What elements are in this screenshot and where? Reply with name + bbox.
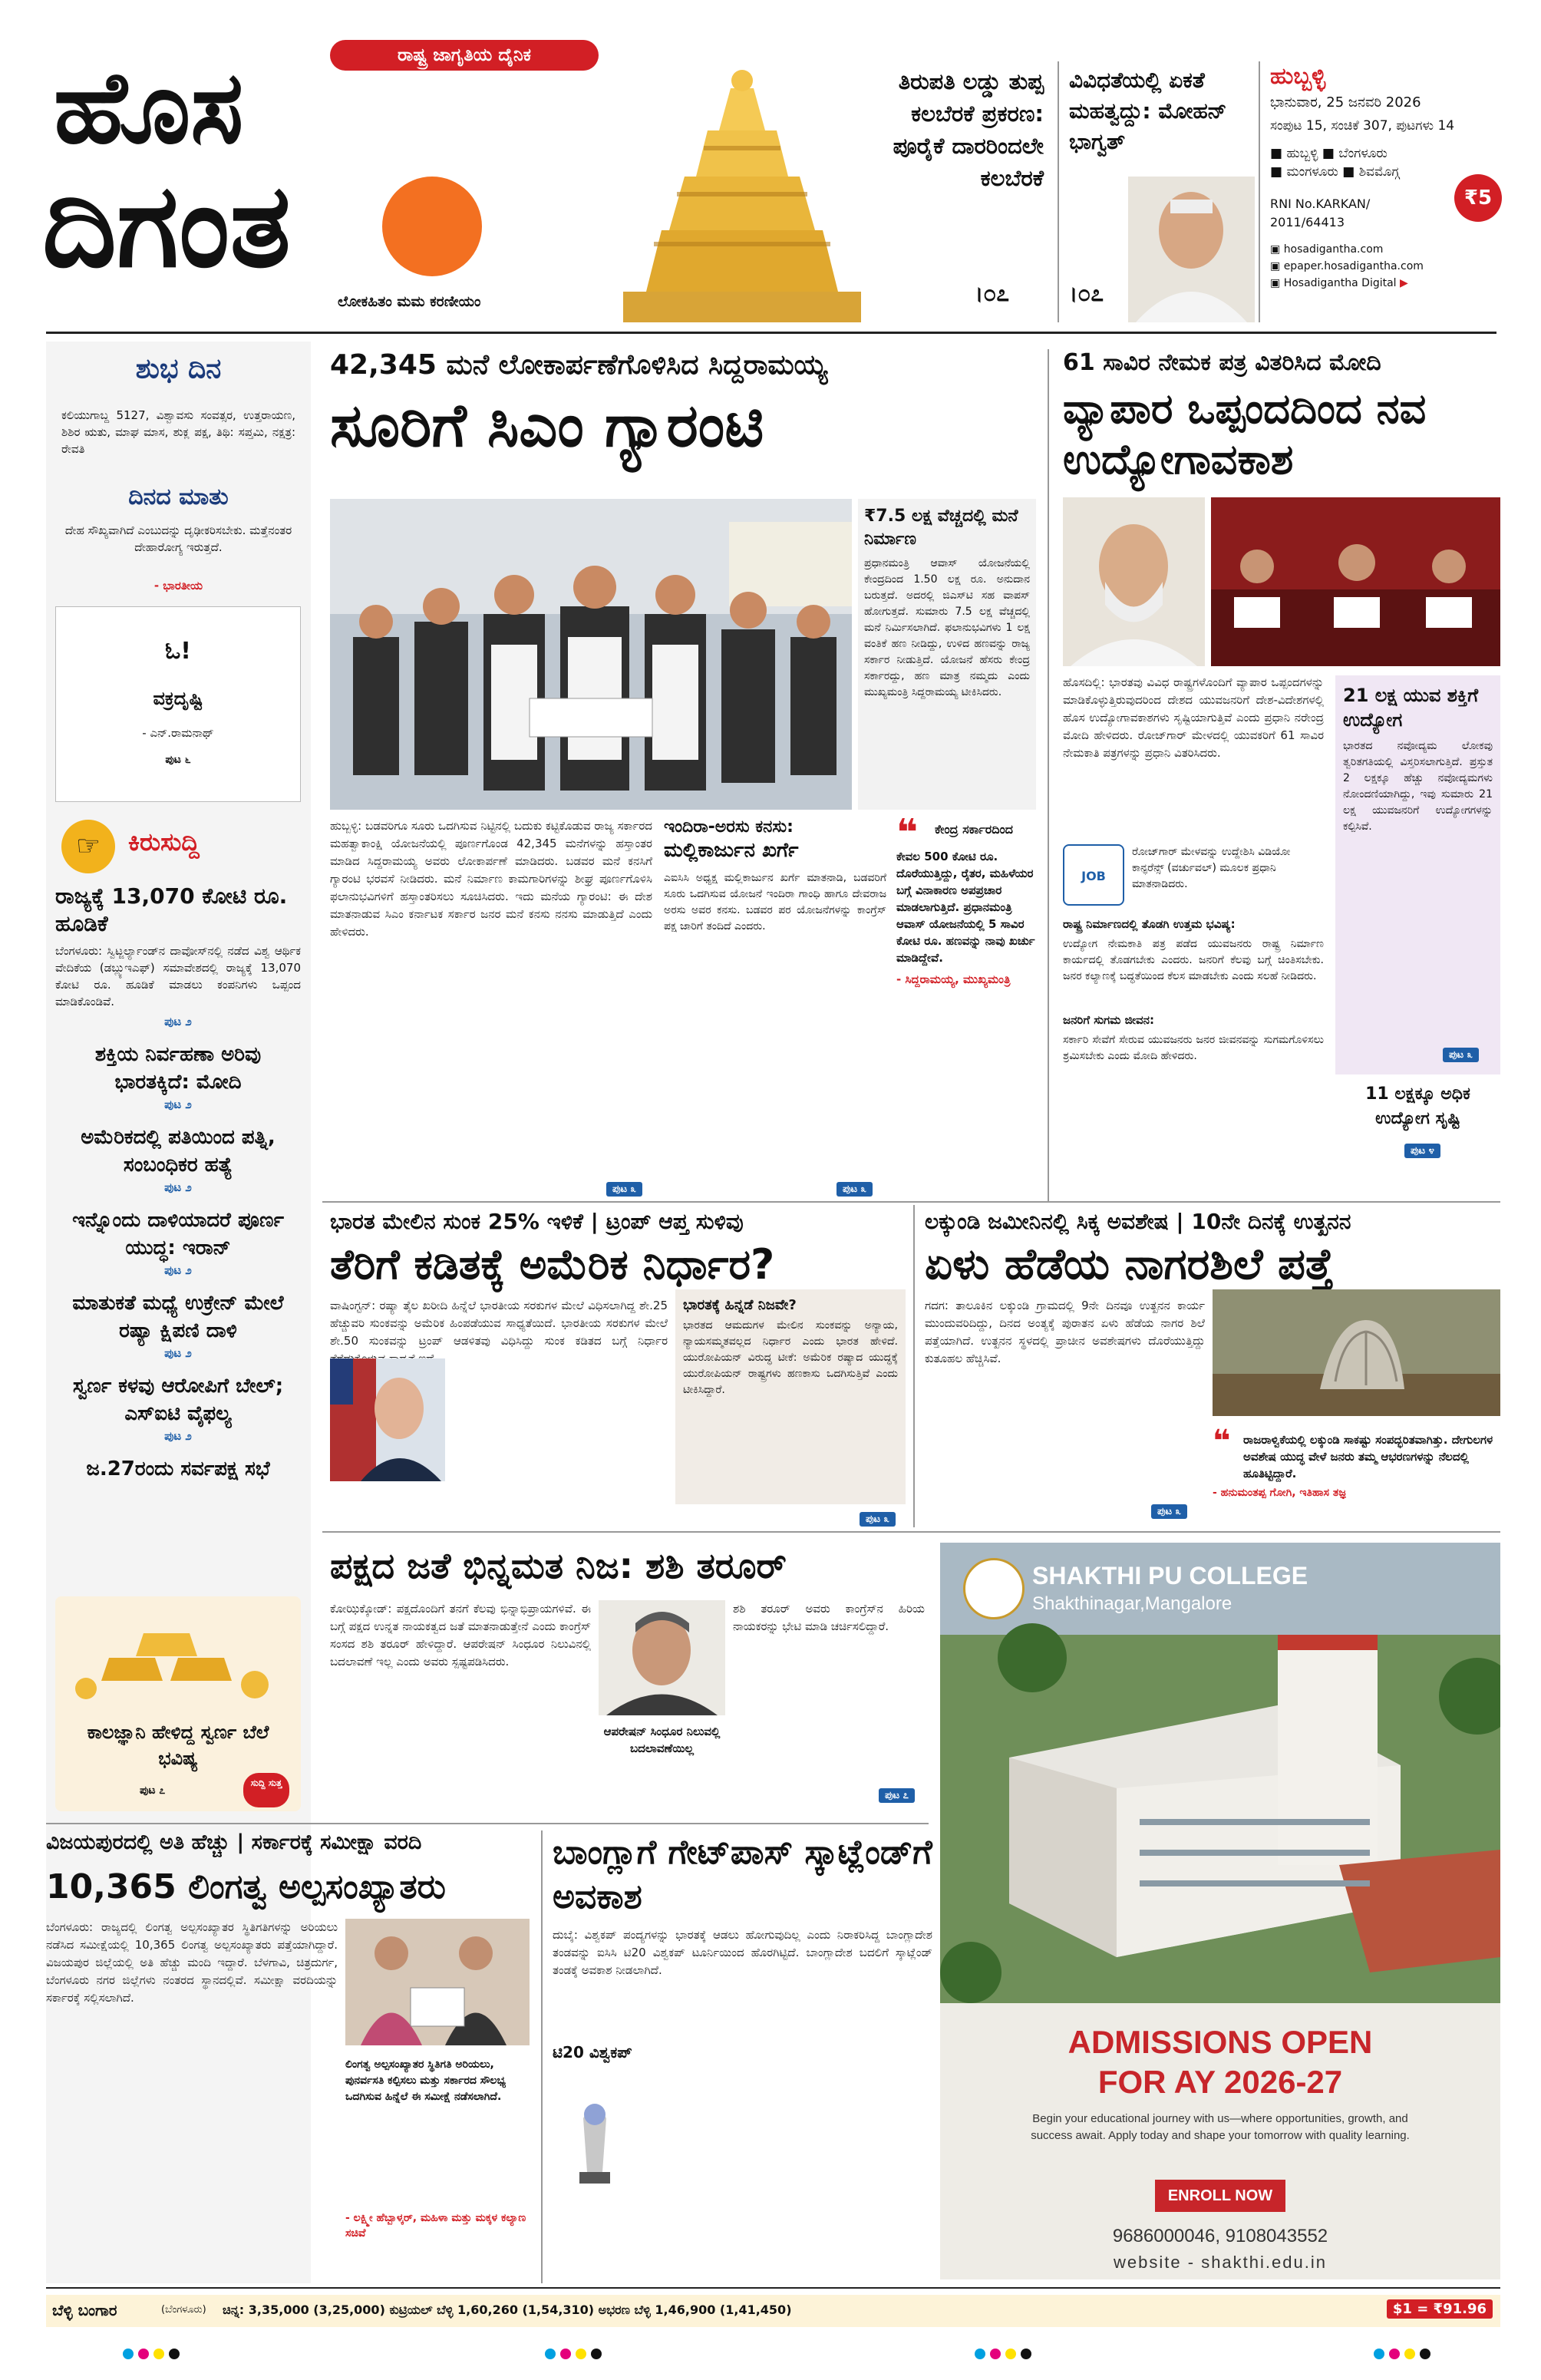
lakkundi-page-link[interactable]: ಪುಟ ೩ xyxy=(1151,1504,1187,1519)
lead-body: ಹುಬ್ಬಳ್ಳಿ: ಬಡವರಿಗೂ ಸೂರು ಒದಗಿಸುವ ನಿಟ್ಟಿನಲ್ಲಿ ಬದುಕು ಕಟ್ಟಿಕೊಡುವ ರಾಜ್ಯ ಸರ್ಕಾರದ ಮಹತ್ವಾಕಾಂಕ್ಷಿ ಯೋಜನೆಯಲ್ಲಿ ಪೂರ್ಣಗೊಂಡ 42,345 ಮನೆಗಳನ್ನು ಹಸ್ತಾಂತರ ಮಾಡಿದ ಸಿದ್ದರಾಮಯ್ಯ ಅವರು ಲೋಕಾರ್ಪಣೆ ಮಾಡಿದರು. ಬಡವರ ಮನೆ ಕನಸಿಗೆ ಗ್ಯಾರಂಟಿ ಭರವಸೆ ನೀಡಿದರು. ಮನೆ ನಿರ್ಮಾಣ ಕಾಮಗಾರಿಗಳನ್ನು ಶೀಘ್ರ ಪೂರ್ಣಗೊಳಿಸಿ ಫಲಾನುಭವಿಗಳಿಗೆ ಹಸ್ತಾಂತರಿಸಲು ಸೂಚಿಸಿದರು. ಇದು ಮನೆಯ ಗ್ಯಾರಂಟಿ: ಈ ದೇಶ ಮಾತನಾಡುವ ಸಿಎಂ ಕರ್ನಾಟಕ ಸರ್ಕಾರ ಜನರ ಮನೆ ಕನಸು ನನಸು ಮಾಡುತ್ತಿದೆ ಎಂದು ಹೇಳಿದರು. xyxy=(330,819,652,939)
masthead-info xyxy=(1270,63,1516,292)
youth-jobs-page-link[interactable]: ಪುಟ ೩ xyxy=(1443,1048,1479,1062)
trophy-icon xyxy=(560,2088,629,2187)
lakkundi-quote-text: ರಾಜರಾಳ್ವಿಕೆಯಲ್ಲಿ ಲಕ್ಕುಂಡಿ ಸಾಕಷ್ಟು ಸಂಪದ್ಭರಿತವಾಗಿತ್ತು. ದೇಗುಲಗಳ ಅವಶೇಷ ಯುದ್ಧ ವೇಳೆ ಜನರು ತಮ್ಮ ಆಭರಣಗಳನ್ನು ನೆಲದಲ್ಲಿ ಹೂತಿಟ್ಟಿದ್ದಾರೆ. xyxy=(1243,1433,1493,1480)
brief-gold-theft-page[interactable]: ಪುಟ ೨ xyxy=(164,1429,192,1443)
youth-jobs-text: ಭಾರತದ ನವೋದ್ಯಮ ಲೋಕವು ತ್ವರಿತಗತಿಯಲ್ಲಿ ವಿಸ್ತರಿಸಲಾಗುತ್ತಿದೆ. ಪ್ರಸ್ತುತ 2 ಲಕ್ಷಕ್ಕೂ ಹೆಚ್ಚು ನವೋದ್ಯಮಗಳು ನೋಂದಣಿಯಾಗಿದ್ದು, ಇವು ಸುಮಾರು 21 ಲಕ್ಷ ಯುವಜನರಿಗೆ ಉದ್ಯೋಗಗಳನ್ನು ಕಲ್ಪಿಸಿವೆ. xyxy=(1343,740,1493,833)
india-setback-title: ಭಾರತಕ್ಕೆ ಹಿನ್ನಡೆ ನಿಜವೇ? xyxy=(683,1297,797,1313)
brief-iran-title: ಇನ್ನೊಂದು ದಾಳಿಯಾದರೆ ಪೂರ್ಣ ಯುದ್ಧ: ಇರಾನ್ xyxy=(72,1209,284,1259)
college-name: SHAKTHI PU COLLEGE xyxy=(1032,1562,1308,1589)
gold-prediction-box[interactable] xyxy=(55,1596,301,1811)
brief-investment-title: ರಾಜ್ಯಕ್ಕೆ 13,070 ಕೋಟಿ ರೂ. ಹೂಡಿಕೆ xyxy=(55,883,288,936)
teaser-tirupati-text: ತಿರುಪತಿ ಲಡ್ಡು ತುಪ್ಪ ಕಲಬೆರಕೆ ಪ್ರಕರಣ: ಪೂರೈಕೆ ದಾರರಿಂದಲೇ ಕಲಬೆರಕೆ xyxy=(893,68,1044,191)
bangla-headline: ಬಾಂಗ್ಲಾಗೆ ಗೇಟ್‌ಪಾಸ್ ಸ್ಕಾಟ್ಲೆಂಡ್‌ಗೆ ಅವಕಾಶ xyxy=(553,1833,932,1916)
registration-dot xyxy=(1021,2349,1031,2359)
brief-investment[interactable] xyxy=(55,883,301,1030)
brief-energy-title: ಶಕ್ತಿಯ ನಿರ್ವಹಣಾ ಅರಿವು ಭಾರತಕ್ಕಿದೆ: ಮೋದಿ xyxy=(94,1043,262,1094)
tharoor-headline: ಪಕ್ಷದ ಜತೆ ಭಿನ್ನಮತ ನಿಜ: ಶಶಿ ತರೂರ್ xyxy=(330,1545,787,1586)
registration-dot xyxy=(1389,2349,1400,2359)
registration-dot xyxy=(975,2349,985,2359)
brief-iran[interactable] xyxy=(55,1207,301,1279)
college-phone: 9686000046, 9108043552 xyxy=(1112,2226,1328,2246)
edition-mangaluru[interactable]: ■ ಮಂಗಳೂರು xyxy=(1270,164,1338,180)
teaser-bhagwat-page: ।೦೭ xyxy=(1069,280,1104,307)
col-divider-1 xyxy=(1048,349,1049,1201)
brief-america-page[interactable]: ಪುಟ ೨ xyxy=(164,1180,192,1194)
bhagwat-photo xyxy=(1128,177,1255,322)
survey-caption-author: - ಲಕ್ಷ್ಮೀ ಹೆಬ್ಬಾಳ್ಕರ್, ಮಹಿಳಾ ಮತ್ತು ಮಕ್ಕಳ ಕಲ್ಯಾಣ ಸಚಿವೆ xyxy=(345,2212,526,2240)
registration-dot xyxy=(138,2349,149,2359)
brief-ukraine[interactable] xyxy=(55,1289,301,1362)
modi-sub2-title: ಜನರಿಗೆ ಸುಗಮ ಜೀವನ: xyxy=(1063,1013,1154,1027)
lead-side-box xyxy=(858,499,1036,810)
tharoor-caption: ಆಪರೇಷನ್ ಸಿಂಧೂರ ನಿಲುವಲ್ಲಿ ಬದಲಾವಣೆಯಿಲ್ಲ xyxy=(603,1725,721,1755)
masthead-title-line2: ದಿಗಂತ xyxy=(42,160,292,293)
gold-rate-label: ಬೆಳ್ಳಿ ಬಂಗಾರ xyxy=(52,2301,117,2319)
kiru-suddi-header xyxy=(55,814,301,875)
kharge-page-link[interactable]: ಪುಟ ೩ xyxy=(836,1182,873,1197)
college-location: Shakthinagar,Mangalore xyxy=(1032,1593,1232,1614)
brief-investment-text: ಬೆಂಗಳೂರು: ಸ್ವಿಟ್ಜರ್ಲ್ಯಾಂಡ್‌ನ ದಾವೋಸ್‌ನಲ್ಲಿ ನಡೆದ ವಿಶ್ವ ಆರ್ಥಿಕ ವೇದಿಕೆಯ (ಡಬ್ಲ್ಯುಇಎಫ್) ಸಮಾವೇಶದಲ್ಲಿ ರಾಜ್ಯಕ್ಕೆ 13,070 ಕೋಟಿ ರೂ. ಹೂಡಿಕೆ ಮಾಡಲು ಕಂಪನಿಗಳು ಒಪ್ಪಂದ ಮಾಡಿಕೊಂಡಿವೆ. xyxy=(55,944,301,1008)
modi-sub-text: ಉದ್ಯೋಗ ನೇಮಕಾತಿ ಪತ್ರ ಪಡೆದ ಯುವಜನರು ರಾಷ್ಟ್ರ ನಿರ್ಮಾಣ ಕಾರ್ಯದಲ್ಲಿ ತೊಡಗಬೇಕು ಎಂದರು. ಜನರಿಗೆ ಕೆಲವು ಬಗ್ಗೆ ಚಿಂತಿಸಬೇಕು. ಜನರ ಕಲ್ಯಾಣಕ್ಕೆ ಬದ್ಧತೆಯಿಂದ ಕೆಲಸ ಮಾಡಬೇಕು ಎಂದು ಸಲಹೆ ನೀಡಿದರು. xyxy=(1063,938,1324,982)
shubha-dina-text: ಕಲಿಯುಗಾಬ್ದ 5127, ವಿಶ್ವಾವಸು ಸಂವತ್ಸರ, ಉತ್ತರಾಯಣ, ಶಿಶಿರ ಋತು, ಮಾಘ ಮಾಸ, ಶುಕ್ಲ ಪಕ್ಷ, ತಿಥಿ: ಸಪ್ತಮಿ, ನಕ್ಷತ್ರ: ರೇವತಿ xyxy=(61,408,295,456)
cm-quote-label: ಕೇಂದ್ರ ಸರ್ಕಾರದಿಂದ xyxy=(935,822,1014,837)
brief-america-title: ಅಮೆರಿಕದಲ್ಲಿ ಪತಿಯಿಂದ ಪತ್ನಿ, ಸಂಬಂಧಿಕರ ಹತ್ಯೆ xyxy=(81,1126,276,1177)
col-divider-3 xyxy=(541,1830,543,2283)
registration-dot xyxy=(560,2349,571,2359)
registration-dot xyxy=(545,2349,556,2359)
brief-all-party[interactable] xyxy=(55,1455,301,1483)
dinada-maatu-author: - ಭಾರತೀಯ xyxy=(153,579,203,593)
kharge-kicker: ಇಂದಿರಾ-ಅರಸು ಕನಸು: xyxy=(664,817,794,837)
masthead-date: ಭಾನುವಾರ, 25 ಜನವರಿ 2026 xyxy=(1270,94,1421,111)
cartoon-author: - ಎನ್.ರಾಮನಾಥ್ xyxy=(142,726,214,740)
registration-dot xyxy=(1420,2349,1430,2359)
masthead-bottom-rule xyxy=(46,332,1496,334)
survey-body: ಬೆಂಗಳೂರು: ರಾಜ್ಯದಲ್ಲಿ ಲಿಂಗತ್ವ ಅಲ್ಪಸಂಖ್ಯಾತರ ಸ್ಥಿತಿಗತಿಗಳನ್ನು ಅರಿಯಲು ನಡೆಸಿದ ಸಮೀಕ್ಷೆಯಲ್ಲಿ 10,365 ಲಿಂಗತ್ವ ಅಲ್ಪಸಂಖ್ಯಾತರು ಪತ್ತೆಯಾಗಿದ್ದಾರೆ. ವಿಜಯಪುರ ಜಿಲ್ಲೆಯಲ್ಲಿ ಅತಿ ಹೆಚ್ಚು ಮಂದಿ ಇದ್ದಾರೆ. ಬೆಳಗಾವಿ, ಚಿತ್ರದುರ್ಗ, ಬೆಂಗಳೂರು ನಗರ ಜಿಲ್ಲೆಗಳು ನಂತರದ ಸ್ಥಾನದಲ್ಲಿವೆ. ಸಮೀಕ್ಷಾ ವರದಿಯನ್ನು ಸರ್ಕಾರಕ್ಕೆ ಸಲ್ಲಿಸಲಾಗಿದೆ. xyxy=(46,1920,338,2005)
registration-dot xyxy=(1005,2349,1016,2359)
lead-ceremony-photo xyxy=(330,499,852,810)
tharoor-body: ಕೋಝಿಕ್ಕೋಡ್: ಪಕ್ಷದೊಂದಿಗೆ ತನಗೆ ಕೆಲವು ಭಿನ್ನಾಭಿಪ್ರಾಯಗಳಿವೆ. ಈ ಬಗ್ಗೆ ಪಕ್ಷದ ಉನ್ನತ ನಾಯಕತ್ವದ ಜತೆ ಮಾತನಾಡುತ್ತೇನೆ ಎಂದು ಕಾಂಗ್ರೆಸ್ ಸಂಸದ ಶಶಿ ತರೂರ್ ಹೇಳಿದ್ದಾರೆ. ಆಪರೇಷನ್ ಸಿಂಧೂರ ನಿಲುವಿನಲ್ಲಿ ಬದಲಾವಣೆ ಇಲ್ಲ ಎಂದು ಅವರು ಸ್ಪಷ್ಟಪಡಿಸಿದರು. xyxy=(330,1602,591,1669)
youtube-icon: ▶ xyxy=(1400,277,1408,289)
us-official-photo xyxy=(330,1358,445,1481)
gold-prediction-title: ಕಾಲಜ್ಞಾನಿ ಹೇಳಿದ್ದ ಸ್ವರ್ಣ ಬೆಲೆ ಭವಿಷ್ಯ xyxy=(87,1721,269,1769)
registration-dot xyxy=(153,2349,164,2359)
survey-kicker: ವಿಜಯಪುರದಲ್ಲಿ ಅತಿ ಹೆಚ್ಚು | ಸರ್ಕಾರಕ್ಕೆ ಸಮೀಕ್ಷಾ ವರದಿ xyxy=(46,1830,422,1854)
cm-quote-box xyxy=(896,811,1036,986)
brief-ukraine-title: ಮಾತುಕತೆ ಮಧ್ಯೆ ಉಕ್ರೇನ್ ಮೇಲೆ ರಷ್ಯಾ ಕ್ಷಿಪಣಿ ದಾಳಿ xyxy=(72,1292,284,1342)
modi-headline: ವ್ಯಾಪಾರ ಒಪ್ಪಂದದಿಂದ ನವ ಉದ್ಯೋಗಾವಕಾಶ xyxy=(1063,385,1427,484)
modi-photo xyxy=(1063,497,1205,666)
mid-rule-1 xyxy=(322,1201,1500,1203)
modi-sub2-text: ಸರ್ಕಾರಿ ಸೇವೆಗೆ ಸೇರುವ ಯುವಜನರು ಜನರ ಜೀವನವನ್ನು ಸುಗಮಗೊಳಿಸಲು ಶ್ರಮಿಸಬೇಕು ಎಂದು ಮೋದಿ ಹೇಳಿದರು. xyxy=(1063,1034,1324,1062)
india-setback-box xyxy=(675,1289,906,1504)
teaser-tirupati[interactable] xyxy=(867,65,1044,307)
survey-headline: 10,365 ಲಿಂಗತ್ವ ಅಲ್ಪಸಂಖ್ಯಾತರು xyxy=(46,1867,446,1906)
gold-rate-footer xyxy=(46,2295,1500,2327)
dollar-rate: $1 = ₹91.96 xyxy=(1387,2299,1493,2319)
lead-side-text: ಪ್ರಧಾನಮಂತ್ರಿ ಆವಾಸ್ ಯೋಜನೆಯಲ್ಲಿ ಕೇಂದ್ರದಿಂದ 1.50 ಲಕ್ಷ ರೂ. ಅನುದಾನ ಬರುತ್ತದೆ. ಅದರಲ್ಲಿ ಜಿಎಸ್‌ಟಿ ಸಹ ವಾಪಸ್ ಹೋಗುತ್ತದೆ. ಸುಮಾರು 7.5 ಲಕ್ಷ ವೆಚ್ಚದಲ್ಲಿ ಮನೆ ನಿರ್ಮಿಸಲಾಗಿದೆ. ಫಲಾನುಭವಿಗಳು 1 ಲಕ್ಷ ವಂತಿಕೆ ಹಣ ನೀಡಿದ್ದು, ಉಳಿದ ಹಣವನ್ನು ರಾಜ್ಯ ಸರ್ಕಾರ ನೀಡುತ್ತಿದೆ. ಯೋಜನೆ ಹೆಸರು ಕೇಂದ್ರ ಸರ್ಕಾರದ್ದು, ಹಣ ಮಾತ್ರ ನಮ್ಮದು ಎಂದು ಮುಖ್ಯಮಂತ್ರಿ ಸಿದ್ದರಾಮಯ್ಯ ಟೀಕಿಸಿದರು. xyxy=(864,557,1030,698)
masthead-right-divider xyxy=(1259,61,1260,322)
teaser-divider xyxy=(1058,61,1059,322)
cm-quote-author: - ಸಿದ್ದರಾಮಯ್ಯ, ಮುಖ್ಯಮಂತ್ರಿ xyxy=(896,972,1011,986)
registration-dot xyxy=(1404,2349,1415,2359)
admissions-tagline: Begin your educational journey with us—where opportunities, growth, and success await. Apply today and shape your tomorrow with quality learning. xyxy=(1031,2112,1410,2142)
shakthi-college-ad[interactable] xyxy=(940,1543,1500,2279)
survey-caption: ಲಿಂಗತ್ವ ಅಲ್ಪಸಂಖ್ಯಾತರ ಸ್ಥಿತಿಗತಿ ಅರಿಯಲು, ಪುನರ್ವಸತಿ ಕಲ್ಪಿಸಲು ಮತ್ತು ಸರ್ಕಾರದ ಸೌಲಭ್ಯ ಒದಗಿಸುವ ಹಿನ್ನೆಲೆ ಈ ಸಮೀಕ್ಷೆ ನಡೆಸಲಾಗಿದೆ. xyxy=(345,2058,506,2103)
lead-headline: ಸೂರಿಗೆ ಸಿಎಂ ಗ್ಯಾರಂಟಿ xyxy=(330,391,764,460)
registration-dot xyxy=(169,2349,180,2359)
masthead-issue: ಸಂಪುಟ 15, ಸಂಚಿಕೆ 307, ಪುಟಗಳು 14 xyxy=(1270,118,1455,134)
masthead-motto: ಲೋಕಹಿತಂ ಮಮ ಕರಣೀಯಂ xyxy=(338,293,481,310)
tirupati-temple-photo xyxy=(623,61,861,322)
brief-gold-theft-title: ಸ್ವರ್ಣ ಕಳವು ಆರೋಪಿಗೆ ಬೇಲ್; ಎಸ್‌ಐಟಿ ವೈಫಲ್ಯ xyxy=(72,1375,284,1425)
dinada-maatu-text: ದೇಹ ಸೌಖ್ಯವಾಗಿದೆ ಎಂಬುದನ್ನು ದೃಢೀಕರಿಸಬೇಕು. ಮತ್ತೆನಂತರ ದೇಹಾರೋಗ್ಯ ಇರುತ್ತದೆ. xyxy=(64,523,292,554)
t20-badge: ಟಿ20 ವಿಶ್ವಕಪ್ xyxy=(553,2043,632,2061)
lead-kicker: 42,345 ಮನೆ ಲೋಕಾರ್ಪಣೆಗೊಳಿಸಿದ ಸಿದ್ದರಾಮಯ್ಯ xyxy=(330,349,828,381)
cartoon-box xyxy=(55,606,301,802)
enroll-now-button[interactable]: ENROLL NOW xyxy=(1155,2180,1285,2212)
masthead xyxy=(0,0,1541,330)
edition-bengaluru[interactable]: ■ ಬೆಂಗಳೂರು xyxy=(1322,146,1388,161)
tariff-body: ವಾಷಿಂಗ್ಟನ್: ರಷ್ಯಾ ತೈಲ ಖರೀದಿ ಹಿನ್ನೆಲೆ ಭಾರತೀಯ ಸರಕುಗಳ ಮೇಲೆ ವಿಧಿಸಲಾಗಿದ್ದ ಶೇ.25 ಹೆಚ್ಚುವರಿ ಸುಂಕವನ್ನು ಅಮೆರಿಕ ಹಿಂಪಡೆಯುವ ಸಾಧ್ಯತೆಯಿದೆ. ಭಾರತೀಯ ಸರಕುಗಳ ಮೇಲೆ ಶೇ.50 ಸುಂಕವನ್ನು ಟ್ರಂಪ್ ಆಡಳಿತವು ವಿಧಿಸಿದ್ದು ಸುಂಕ ಕಡಿತದ ಬಗ್ಗೆ ನಿರ್ಧಾರ xyxy=(330,1299,668,1348)
modi-job-text: ರೋಜ್‌ಗಾರ್ ಮೇಳವನ್ನು ಉದ್ದೇಶಿಸಿ ವಿಡಿಯೋ ಕಾನ್ಫರೆನ್ಸ್ (ವರ್ಚುವಲ್) ಮೂಲಕ ಪ್ರಧಾನಿ ಮಾತನಾಡಿದರು. xyxy=(1132,846,1291,890)
quote-mark-icon: ❝ xyxy=(896,811,919,854)
lead-side-title: ₹7.5 ಲಕ್ಷ ವೆಚ್ಚದಲ್ಲಿ ಮನೆ ನಿರ್ಮಾಣ xyxy=(864,507,1018,549)
gold-bars-icon xyxy=(55,1596,301,1712)
appointment-recipients-photo xyxy=(1211,497,1500,666)
cartoon-page[interactable]: ಪುಟ ೬ xyxy=(165,754,191,766)
modi-body: ಹೊಸದಿಲ್ಲಿ: ಭಾರತವು ವಿವಿಧ ರಾಷ್ಟ್ರಗಳೊಂದಿಗೆ ವ್ಯಾಪಾರ ಒಪ್ಪಂದಗಳನ್ನು ಮಾಡಿಕೊಳ್ಳುತ್ತಿರುವುದರಿಂದ ದೇಶದ ಯುವಜನರಿಗೆ ದೇಶ-ವಿದೇಶಗಳಲ್ಲಿ ಹೊಸ ಉದ್ಯೋಗಾವಕಾಶಗಳು ಸೃಷ್ಟಿಯಾಗುತ್ತಿವೆ ಎಂದು ಪ್ರಧಾನಿ ನರೇಂದ್ರ ಮೋದಿ ಹೇಳಿದರು. ರೋಜ್‌ಗಾರ್ ಮೇಳದಲ್ಲಿ ಯುವಕರಿಗೆ 61 ಸಾವಿರ ನೇಮಕಾತಿ ಪತ್ರಗಳನ್ನು ಪ್ರಧಾನಿ ವಿತರಿಸಿದರು. xyxy=(1063,675,1324,760)
modi-kicker: 61 ಸಾವಿರ ನೇಮಕ ಪತ್ರ ವಿತರಿಸಿದ ಮೋದಿ xyxy=(1063,349,1381,376)
digital-link[interactable]: ▣ Hosadigantha Digital ▶ xyxy=(1270,277,1408,289)
tariff-kicker: ಭಾರತ ಮೇಲಿನ ಸುಂಕ 25% ಇಳಿಕೆ | ಟ್ರಂಪ್ ಆಪ್ತ ಸುಳಿವು xyxy=(330,1209,744,1234)
tariff-headline: ತೆರಿಗೆ ಕಡಿತಕ್ಕೆ ಅಮೆರಿಕ ನಿರ್ಧಾರ? xyxy=(330,1240,775,1289)
college-emblem xyxy=(963,1558,1025,1619)
registration-dot xyxy=(1374,2349,1384,2359)
teaser-bhagwat-text: ವಿವಿಧತೆಯಲ್ಲಿ ಏಕತೆ ಮಹತ್ವದ್ದು: ಮೋಹನ್ ಭಾಗ್ವತ್ xyxy=(1069,68,1227,154)
tariff-page-link[interactable]: ಪುಟ ೩ xyxy=(860,1512,896,1527)
naga-stone-photo xyxy=(1213,1289,1500,1416)
website-link[interactable]: ▣ hosadigantha.com xyxy=(1270,243,1384,256)
gold-rate-values: ಚಿನ್ನ: 3,35,000 (3,25,000) ಕುಟ್ರಿಯಲ್ ಬೆಳ್ಳಿ 1,60,260 (1,54,310) ಅಭರಣ ಬೆಳ್ಳಿ 1,46,900 (1,41,450) xyxy=(223,2302,792,2317)
col-divider-2 xyxy=(913,1205,915,1527)
admissions-heading: ADMISSIONS OPEN FOR AY 2026-27 xyxy=(1067,2024,1373,2100)
teaser-tirupati-page: ।೦೭ xyxy=(975,280,1009,307)
brief-gold-theft[interactable] xyxy=(55,1372,301,1444)
masthead-tagline: ರಾಷ್ಟ್ರ ಜಾಗೃತಿಯ ದೈನಿಕ xyxy=(330,40,599,71)
tharoor-page-note: ಶಶಿ ತರೂರ್ ಅವರು ಕಾಂಗ್ರೆಸ್‌ನ ಹಿರಿಯ ನಾಯಕರನ್ನು ಭೇಟಿ ಮಾಡಿ ಚರ್ಚಿಸಲಿದ್ದಾರೆ. xyxy=(733,1602,925,1633)
brief-investment-page[interactable]: ಪುಟ ೨ xyxy=(164,1015,192,1028)
mid-rule-3 xyxy=(46,1823,929,1824)
lakkundi-headline: ಏಳು ಹೆಡೆಯ ನಾಗರಶಿಲೆ ಪತ್ತೆ xyxy=(925,1240,1334,1289)
tharoor-photo xyxy=(599,1600,725,1715)
college-website[interactable]: website - shakthi.edu.in xyxy=(1114,2253,1327,2272)
registration-dot xyxy=(123,2349,134,2359)
brief-list xyxy=(55,883,301,1483)
jobs-created-page-link[interactable]: ಪುಟ ೪ xyxy=(1404,1144,1440,1158)
registration-dot xyxy=(576,2349,586,2359)
page-bottom-rule xyxy=(46,2287,1500,2289)
kiru-suddi-title: ಕಿರುಸುದ್ದಿ xyxy=(128,827,200,857)
pointing-hand-icon: ☞ xyxy=(61,820,115,873)
brief-energy[interactable] xyxy=(55,1041,301,1113)
cm-quote-text: ಕೇವಲ 500 ಕೋಟಿ ರೂ. ದೊರೆಯುತ್ತಿದ್ದು, ರೈತರ, ಮಹಿಳೆಯರ ಬಗ್ಗೆ ವಿನಾಕಾರಣ ಅಪಪ್ರಚಾರ ಮಾಡಲಾಗುತ್ತಿದೆ. ಪ್ರಧಾನಮಂತ್ರಿ ಆವಾಸ್ ಯೋಜನೆಯಲ್ಲಿ 5 ಸಾವಿರ ಕೋಟಿ ರೂ. ಹಣವನ್ನು ನಾವು ಖರ್ಚು ಮಾಡಿದ್ದೇವೆ. xyxy=(896,850,1035,965)
kharge-headline: ಮಲ್ಲಿಕಾರ್ಜುನ ಖರ್ಗೆ xyxy=(664,839,799,862)
kharge-text: ಎಐಸಿಸಿ ಅಧ್ಯಕ್ಷ ಮಲ್ಲಿಕಾರ್ಜುನ ಖರ್ಗೆ ಮಾತನಾಡಿ, ಬಡವರಿಗೆ ಸೂರು ಒದಗಿಸುವ ಯೋಜನೆ ಇಂದಿರಾ ಗಾಂಧಿ ಹಾಗೂ ದೇವರಾಜ ಅರಸು ಅವರ ಕನಸು. ಬಡವರ ಪರ ಯೋಜನೆಗಳನ್ನು ಕಾಂಗ್ರೆಸ್ ಪಕ್ಷ ಜಾರಿಗೆ ತಂದಿದೆ ಎಂದರು. xyxy=(664,872,886,933)
masthead-title-line1: ಹೊಸ xyxy=(54,49,244,166)
registration-dot xyxy=(591,2349,602,2359)
cartoon-caption: ಓ! xyxy=(165,638,191,665)
lead-page-link[interactable]: ಪುಟ ೩ xyxy=(606,1182,642,1197)
survey-report-photo xyxy=(345,1919,530,2045)
price-badge: ₹5 xyxy=(1454,174,1502,222)
masthead-emblem xyxy=(382,177,482,276)
brief-ukraine-page[interactable]: ಪುಟ ೨ xyxy=(164,1346,192,1360)
tharoor-body-2 xyxy=(733,1600,925,1636)
lakkundi-quote-author: - ಹನುಮಂತಪ್ಪ ಗೋಗಿ, ಇತಿಹಾಸ ತಜ್ಞ xyxy=(1213,1487,1346,1499)
brief-america[interactable] xyxy=(55,1124,301,1196)
tharoor-page-link[interactable]: ಪುಟ ೭ xyxy=(879,1788,915,1803)
modi-sub-title: ರಾಷ್ಟ್ರ ನಿರ್ಮಾಣದಲ್ಲಿ ತೊಡಗಿ ಉತ್ತಮ ಭವಿಷ್ಯ: xyxy=(1063,917,1236,931)
youth-jobs-title: 21 ಲಕ್ಷ ಯುವ ಶಕ್ತಿಗೆ ಉದ್ಯೋಗ xyxy=(1343,685,1479,731)
brief-energy-page[interactable]: ಪುಟ ೨ xyxy=(164,1098,192,1111)
mid-rule-2 xyxy=(322,1531,1500,1533)
lakkundi-kicker: ಲಕ್ಕುಂಡಿ ಜಮೀನಿನಲ್ಲಿ ಸಿಕ್ಕ ಅವಶೇಷ | 10ನೇ ದಿನಕ್ಕೆ ಉತ್ಖನನ xyxy=(925,1209,1351,1234)
jobs-created-title[interactable]: 11 ಲಕ್ಷಕ್ಕೂ ಅಧಿಕ ಉದ್ಯೋಗ ಸೃಷ್ಟಿ xyxy=(1365,1084,1470,1128)
lakkundi-body: ಗದಗ: ತಾಲೂಕಿನ ಲಕ್ಕುಂಡಿ ಗ್ರಾಮದಲ್ಲಿ 9ನೇ ದಿನವೂ ಉತ್ಖನನ ಕಾರ್ಯ ಮುಂದುವರಿದಿದ್ದು, ದಿನದ ಅಂತ್ಯಕ್ಕೆ ಪುರಾತನ ಏಳು ಹೆಡೆಯ ನಾಗರ ಶಿಲೆ ಪತ್ತೆಯಾಗಿದೆ. ಉತ್ಖನನ ಸ್ಥಳದಲ್ಲಿ ಪ್ರಾಚೀನ ಅವಶೇಷಗಳು ದೊರೆಯುತ್ತಿದ್ದು ಕುತೂಹಲ ಹೆಚ್ಚಿಸಿವೆ. xyxy=(925,1299,1205,1365)
job-icon: JOB xyxy=(1063,844,1124,906)
shubha-dina-title: ಶುಭ ದಿನ xyxy=(135,353,222,385)
bangla-body: ದುಬೈ: ವಿಶ್ವಕಪ್ ಪಂದ್ಯಗಳನ್ನು ಭಾರತಕ್ಕೆ ಆಡಲು ಹೋಗುವುದಿಲ್ಲ ಎಂದು ನಿರಾಕರಿಸಿದ್ದ ಬಾಂಗ್ಲಾದೇಶ ತಂಡವನ್ನು ಐಸಿಸಿ ಟಿ20 ವಿಶ್ವಕಪ್ ಟೂರ್ನಿಯಿಂದ ಹೊರಗಿಟ್ಟಿದೆ. ಬಾಂಗ್ಲಾದೇಶ ಬದಲಿಗೆ ಸ್ಕಾಟ್ಲೆಂಡ್ ತಂಡಕ್ಕೆ ಅವಕಾಶ ನೀಡಲಾಗಿದೆ. xyxy=(553,1928,932,1977)
rni-number: RNI No.KARKAN/ 2011/64413 xyxy=(1270,196,1371,229)
suddi-sutta-badge: ಸುದ್ದಿ ಸುತ್ತ xyxy=(243,1773,289,1807)
cartoon-title: ವಕ್ರದೃಷ್ಟಿ xyxy=(153,688,203,709)
brief-iran-page[interactable]: ಪುಟ ೨ xyxy=(164,1263,192,1277)
brief-all-party-title: ಜ.27ರಂದು ಸರ್ವಪಕ್ಷ ಸಭೆ xyxy=(86,1457,270,1480)
india-setback-text: ಭಾರತದ ಆಮದುಗಳ ಮೇಲಿನ ಸುಂಕವನ್ನು ಅನ್ಯಾಯ, ನ್ಯಾಯಸಮ್ಮತವಲ್ಲದ ನಿರ್ಧಾರ ಎಂದು ಭಾರತ ಹೇಳಿದೆ. ಯುರೋಪಿಯನ್ ವಿರುದ್ಧ ಟೀಕೆ: ಅಮೆರಿಕ ರಷ್ಯಾದ ಯುದ್ಧಕ್ಕೆ ಯುರೋಪಿಯನ್ ರಾಷ್ಟ್ರಗಳು ಹಣಕಾಸು ಒದಗಿಸುತ್ತಿವೆ ಎಂದು ಟೀಕಿಸಿದ್ದಾರೆ. xyxy=(683,1319,898,1396)
dinada-maatu-title: ದಿನದ ಮಾತು xyxy=(128,484,229,510)
edition-shivamogga[interactable]: ■ ಶಿವಮೊಗ್ಗ xyxy=(1342,164,1400,180)
registration-dot xyxy=(990,2349,1001,2359)
kharge-box xyxy=(664,817,886,935)
gold-rate-sub: (ಬೆಂಗಳೂರು) xyxy=(161,2304,206,2316)
edition-hubballi[interactable]: ■ ಹುಬ್ಬಳ್ಳಿ xyxy=(1270,146,1318,161)
youth-jobs-box xyxy=(1335,675,1500,1074)
epaper-link[interactable]: ▣ epaper.hosadigantha.com xyxy=(1270,260,1424,272)
masthead-city: ಹುಬ್ಬಳ್ಳಿ xyxy=(1270,63,1326,90)
teaser-bhagwat[interactable] xyxy=(1069,65,1246,307)
lakkundi-quote-box xyxy=(1213,1424,1500,1499)
quote-mark-icon: ❝ xyxy=(1213,1424,1231,1459)
gold-prediction-page[interactable]: ಪುಟ ೭ xyxy=(140,1784,166,1797)
